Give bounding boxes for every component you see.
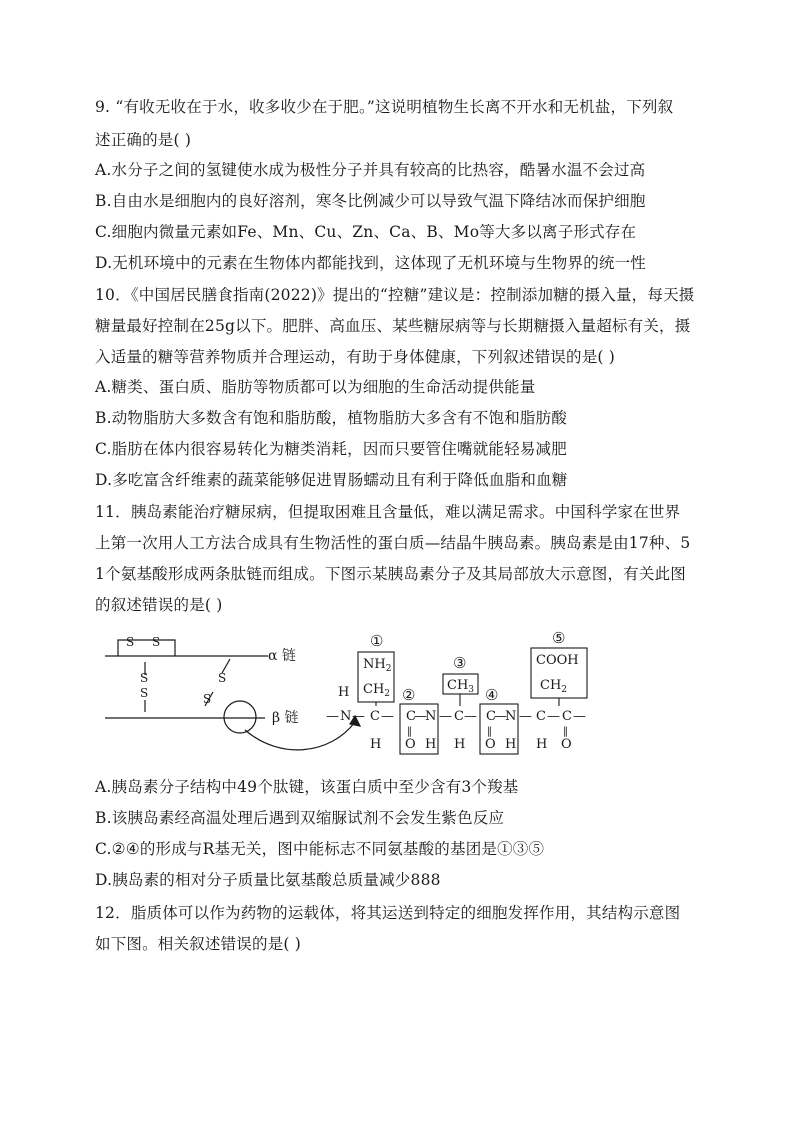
q10-stem-line1: 10．《中国居民膳食指南(2022)》提出的“控糖”建议是：控制添加糖的摄入量，每天摄 <box>95 286 695 304</box>
q9-option-c: C.细胞内微量元素如Fe、Mn、Cu、Zn、Ca、B、Mo等大多以离子形式存在 <box>95 223 637 241</box>
q10-option-d: D.多吃富含纤维素的蔬菜能够促进胃肠蠕动且有利于降低血脂和血糖 <box>95 471 568 489</box>
formula-h-on-n: H <box>338 685 350 700</box>
alpha-chain-label: α 链 <box>268 648 296 664</box>
s-label-4: S <box>203 692 212 706</box>
formula-dash-1: — <box>352 709 365 724</box>
formula-dash-8: — <box>547 709 560 724</box>
q11-option-c: C.②④的形成与R基无关，图中能标志不同氨基酸的基团是①③⑤ <box>95 840 545 858</box>
formula-c6: C <box>562 709 572 724</box>
marker-5: ⑤ <box>552 630 566 647</box>
formula-dash-7: — <box>519 709 532 724</box>
magnify-arrow <box>245 722 355 750</box>
q9-option-b: B.自由水是细胞内的良好溶剂，寒冬比例减少可以导致气温下降结冰而保护细胞 <box>95 192 646 210</box>
ss-top-s1: S <box>126 635 135 649</box>
q9-stem-line1: 9. “有收无收在于水，收多收少在于肥。”这说明植物生长离不开水和无机盐，下列叙 <box>95 98 674 116</box>
formula-n3: N <box>505 709 517 724</box>
marker-4: ④ <box>485 686 499 704</box>
formula-dash-5: — <box>464 709 477 724</box>
ss-top-s2: S <box>152 635 161 649</box>
beta-chain-label: β 链 <box>272 710 299 726</box>
insulin-structure-diagram <box>100 630 620 760</box>
q10-option-a: A.糖类、蛋白质、脂肪等物质都可以为细胞的生命活动提供能量 <box>95 378 536 396</box>
q11-option-a: A.胰岛素分子结构中49个肽键，该蛋白质中至少含有3个羧基 <box>95 778 519 796</box>
formula-h-c3: H <box>454 737 466 752</box>
formula-c3: C <box>454 709 464 724</box>
formula-h-n2: H <box>425 737 437 752</box>
formula-o3: O <box>561 737 572 752</box>
q11-stem-line4: 的叙述错误的是( ) <box>95 596 223 614</box>
box5-ch2: $CH_2$ <box>540 678 568 695</box>
q10-stem-line3: 入适量的糖等营养物质并合理运动，有助于身体健康，下列叙述错误的是( ) <box>95 348 616 366</box>
formula-double-bond-1: ‖ <box>407 726 412 737</box>
q10-option-b: B.动物脂肪大多数含有饱和脂肪酸，植物脂肪大多含有不饱和脂肪酸 <box>95 409 568 427</box>
formula-n2: N <box>425 709 437 724</box>
formula-double-bond-2: ‖ <box>487 726 492 737</box>
q10-stem-line2: 糖量最好控制在25g以下。肥胖、高血压、某些糖尿病等与长期糖摄入量超标有关，摄 <box>95 317 691 335</box>
formula-dash-3: — <box>414 709 427 724</box>
box1-nh2: $NH_2$ <box>363 657 392 674</box>
marker-1: ① <box>370 632 384 650</box>
magnified-region-circle <box>224 701 256 733</box>
q10-option-c: C.脂肪在体内很容易转化为糖类消耗，因而只要管住嘴就能轻易减肥 <box>95 440 567 458</box>
formula-c2: C <box>406 709 416 724</box>
formula-dash-2: — <box>381 709 394 724</box>
formula-h-c1: H <box>370 737 382 752</box>
marker-2: ② <box>402 686 416 704</box>
q12-stem-line1: 12．脂质体可以作为药物的运载体，将其运送到特定的细胞发挥作用，其结构示意图 <box>95 904 681 922</box>
box5-cooh: COOH <box>536 653 579 668</box>
formula-dash-6: — <box>494 709 507 724</box>
q9-stem-line2: 述正确的是( ) <box>95 131 192 149</box>
formula-h-n3: H <box>505 737 517 752</box>
s-label-1: S <box>140 671 149 685</box>
q9-option-d: D.无机环境中的元素在生物体内都能找到，这体现了无机环境与生物界的统一性 <box>95 254 647 272</box>
q9-option-a: A.水分子之间的氢键使水成为极性分子并具有较高的比热容，酷暑水温不会过高 <box>95 161 646 179</box>
s-label-2: S <box>140 686 149 700</box>
q11-option-b: B.该胰岛素经高温处理后遇到双缩脲试剂不会发生紫色反应 <box>95 809 505 827</box>
formula-dash-start: — <box>326 709 339 724</box>
formula-o1: O <box>405 737 416 752</box>
formula-n1: N <box>340 709 352 724</box>
formula-c1: C <box>370 709 380 724</box>
q11-option-d: D.胰岛素的相对分子质量比氨基酸总质量减少888 <box>95 871 441 889</box>
s-label-3: S <box>218 671 227 685</box>
marker-3: ③ <box>453 654 467 672</box>
formula-c5: C <box>536 709 546 724</box>
q11-stem-line3: 1个氨基酸形成两条肽链而组成。下图示某胰岛素分子及其局部放大示意图，有关此图 <box>95 565 686 583</box>
box3-ch3: $CH_3$ <box>447 678 475 695</box>
box1-ch2: $CH_2$ <box>363 682 391 699</box>
formula-dash-4: — <box>439 709 452 724</box>
formula-o2: O <box>485 737 496 752</box>
q11-stem-line1: 11．胰岛素能治疗糖尿病，但提取困难且含量低，难以满足需求。中国科学家在世界 <box>95 503 681 521</box>
q11-stem-line2: 上第一次用人工方法合成具有生物活性的蛋白质—结晶牛胰岛素。胰岛素是由17种、5 <box>95 534 691 552</box>
q12-stem-line2: 如下图。相关叙述错误的是( ) <box>95 935 302 953</box>
formula-c4: C <box>486 709 496 724</box>
formula-h-c5: H <box>536 737 548 752</box>
formula-dash-end: — <box>573 709 586 724</box>
formula-double-bond-3: ‖ <box>563 726 568 737</box>
